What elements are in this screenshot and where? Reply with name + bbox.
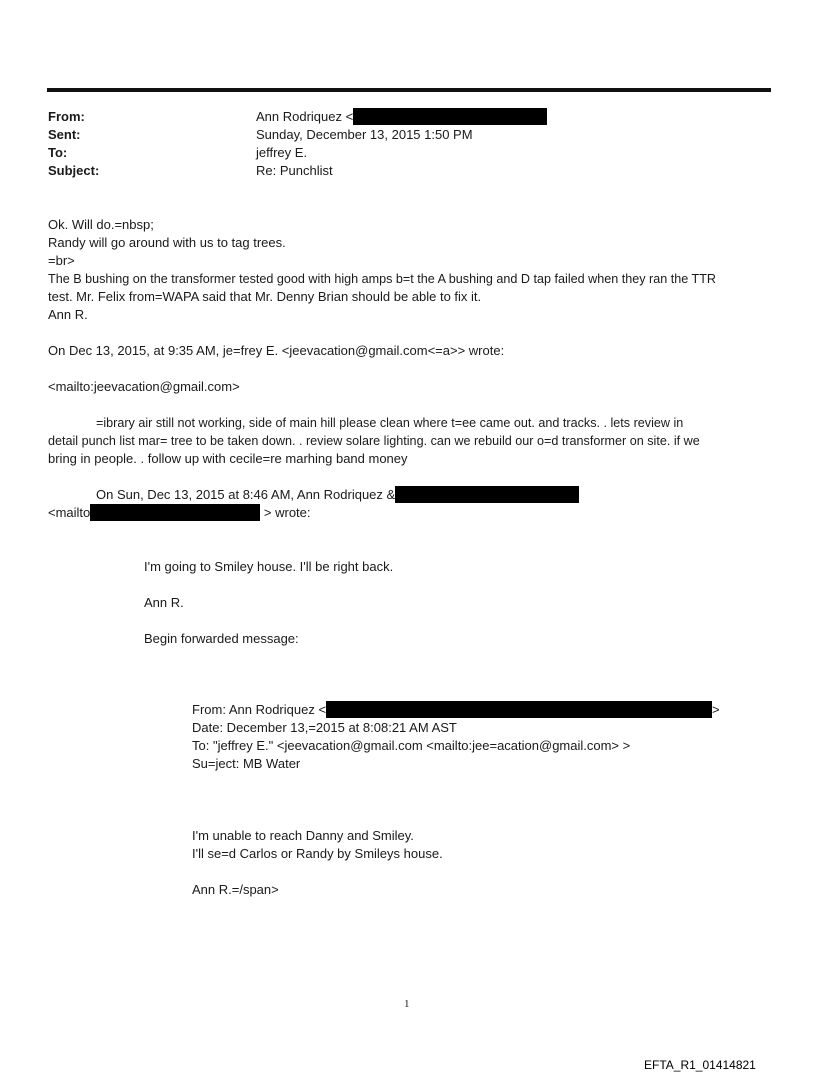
- header-subject-row: [48, 162, 748, 180]
- sent-label: Sent:: [48, 127, 81, 142]
- quote-signature: Ann R.: [144, 595, 184, 610]
- from-value: Ann Rodriquez <: [256, 108, 547, 126]
- redaction-bar: [326, 701, 712, 718]
- forward-heading: Begin forwarded message:: [144, 631, 299, 646]
- quote-body-line: detail punch list mar= tree to be taken down. . review solare lighting. can we rebuild our o=d transformer on site. if we: [48, 434, 700, 448]
- forwarded-from: From: Ann Rodriquez < >: [192, 702, 720, 717]
- header-rule: [47, 88, 771, 92]
- to-label: To:: [48, 145, 68, 160]
- reply-signature: Ann R.: [48, 307, 88, 322]
- forwarded-date: Date: December 13,=2015 at 8:08:21 AM AST: [192, 720, 457, 735]
- forwarded-subject: Su=ject: MB Water: [192, 756, 301, 771]
- header-to-row: [48, 144, 748, 162]
- mailto-line: <mailto > wrote:: [48, 505, 311, 520]
- reply-line: Ok. Will do.=nbsp;: [48, 217, 154, 232]
- to-value: jeffrey E.: [256, 145, 308, 160]
- reply-line: test. Mr. Felix from=WAPA said that Mr. Denny Brian should be able to fix it.: [48, 289, 482, 304]
- redaction-bar: [90, 504, 260, 521]
- quote-body-line: bring in people. . follow up with cecile=re marhing band money: [48, 451, 408, 466]
- quote-message: I'm going to Smiley house. I'll be right back.: [144, 559, 394, 574]
- redaction-bar: [395, 486, 579, 503]
- mailto-line: <mailto:jeevacation@gmail.com>: [48, 379, 240, 394]
- subject-value: Re: Punchlist: [256, 163, 333, 178]
- reply-line: =br>: [48, 253, 75, 268]
- reply-line: Randy will go around with us to tag trees.: [48, 235, 286, 250]
- reply-line: The B bushing on the transformer tested good with high amps b=t the A bushing and D tap failed when they ran the TTR: [48, 272, 716, 286]
- quote-intro: On Dec 13, 2015, at 9:35 AM, je=frey E. <jeevacation@gmail.com<=a>> wrote:: [48, 343, 505, 358]
- header-from-row: [48, 108, 748, 126]
- redaction-bar: [353, 108, 547, 125]
- forwarded-body-line: I'm unable to reach Danny and Smiley.: [192, 828, 414, 843]
- from-label: From:: [48, 109, 85, 124]
- sent-value: Sunday, December 13, 2015 1:50 PM: [256, 127, 473, 142]
- header-sent-row: [48, 126, 748, 144]
- forwarded-to: To: "jeffrey E." <jeevacation@gmail.com <mailto:jee=acation@gmail.com> >: [192, 738, 631, 753]
- quote-intro: On Sun, Dec 13, 2015 at 8:46 AM, Ann Rodriquez &: [96, 486, 579, 504]
- document-id: EFTA_R1_01414821: [644, 1058, 756, 1072]
- quote-body-line: =ibrary air still not working, side of main hill please clean where t=ee came out. and tracks. . lets review in: [96, 416, 684, 430]
- page-number: 1: [404, 998, 410, 1010]
- forwarded-body-line: I'll se=d Carlos or Randy by Smileys house.: [192, 846, 443, 861]
- subject-label: Subject:: [48, 163, 100, 178]
- forwarded-signature: Ann R.=/span>: [192, 882, 279, 897]
